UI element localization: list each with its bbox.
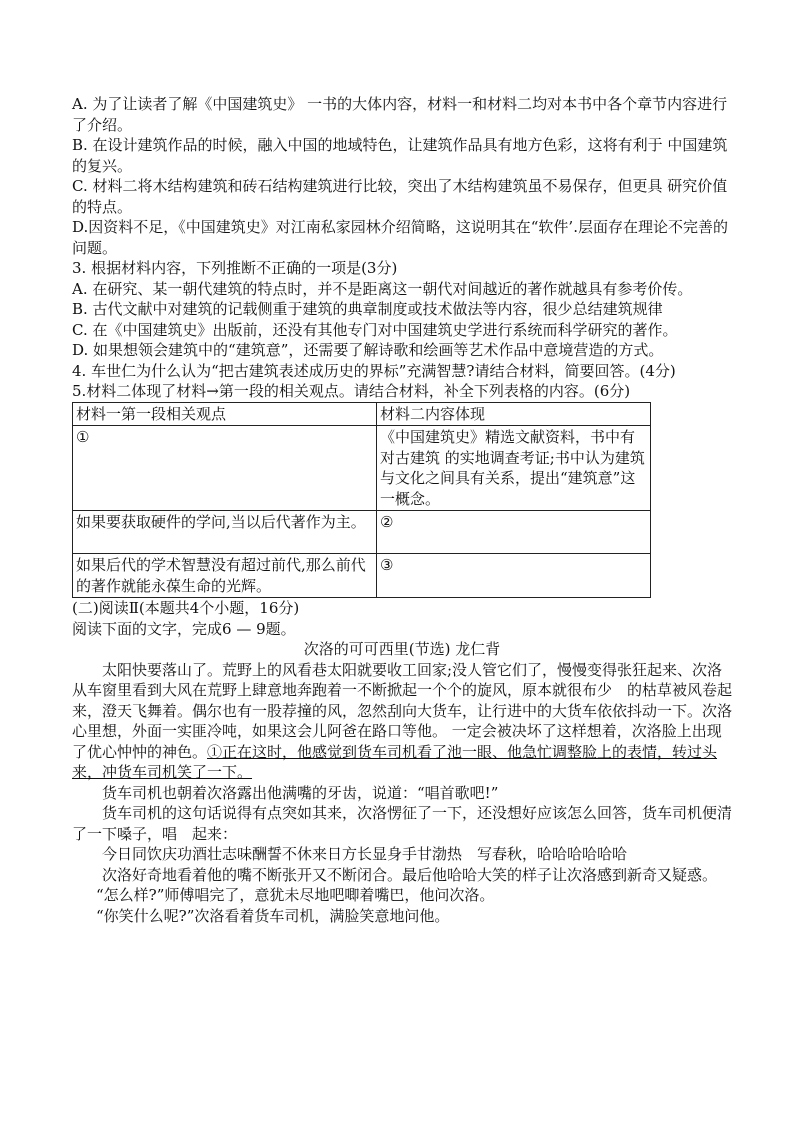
table-cell: 如果要获取硬件的学问,当以后代著作为主。	[73, 511, 377, 554]
underlined-sentence: ①正在这时，他感觉到货车司机看了池一眼、他急忙调整脸上的表情，转过头来，冲货车司机笑了一下。	[72, 742, 718, 781]
q2-option-c: C. 材料二将木结构建筑和砖石结构建筑进行比较，突出了木结构建筑虽不易保存，但更具 研究价值的特点。	[72, 177, 728, 216]
q2-option-b: B. 在设计建筑作品的时候，融入中国的地域特色，让建筑作品具有地方色彩，这将有利于 中国建筑的复兴。	[72, 136, 728, 175]
story-paragraph	[72, 660, 732, 783]
exam-page	[72, 94, 732, 926]
q3-option-c: C. 在《中国建筑史》出版前，还没有其他专门对中国建筑史学进行系统而科学研究的著作。	[72, 320, 678, 339]
table-row	[73, 511, 651, 554]
story-paragraph: 货车司机也朝着次洛露出他满嘴的牙齿，说道：“唱首歌吧!”	[102, 783, 499, 802]
table-cell: ③	[377, 554, 651, 598]
table-cell: ①	[73, 426, 377, 511]
table-row	[73, 426, 651, 511]
q3-stem: 3. 根据材料内容，下列推断不正确的一项是(3分)	[72, 259, 398, 277]
table-row	[73, 554, 651, 598]
story-dialogue: “怎么样?”师傅唱完了，意犹未尽地吧唧着嘴巴，他问次洛。	[96, 886, 495, 904]
q3-option-b: B. 古代文献中对建筑的记载侧重于建筑的典章制度或技术做法等内容，很少总结建筑规律	[72, 300, 663, 318]
section-instruction: 阅读下面的文字，完成6 — 9题。	[72, 619, 296, 638]
table-header-cell: 材料二内容体现	[377, 402, 651, 426]
story-text: 太阳快要落山了。荒野上的风看巷太阳就要收工回家;没人管它们了，慢慢变得张狂起来、次洛从车窗里看到大风在荒野上肆意地奔跑着一不断掀起一个个的旋风，原本就很布少 的枯草被风卷起来，澄天飞舞着。偶尔也有一股荐撞的风，忽然刮向大货车，让行进中的大货车依依抖动一下。次洛心里想，外面一实匪冷吨，如果这会儿阿爸在路口等他。 一定会被决坏了这样想着，次洛脸上出现了优心忡忡的神色。	[72, 660, 733, 761]
q3-option-d: D. 如果想领会建筑中的“建筑意”，还需要了解诗歌和绘画等艺术作品中意境营造的方式。	[72, 341, 664, 359]
table-cell: ②	[377, 511, 651, 554]
table-header-cell: 材料一第一段相关观点	[73, 402, 377, 426]
table-cell: 如果后代的学术智慧没有超过前代,那么前代的著作就能永葆生命的光辉。	[73, 554, 377, 598]
table-cell: 《中国建筑史》精选文献资料，书中有对古建筑 的实地调查考证;书中认为建筑与文化之间具有关系，提出“建筑意”这一概念。	[377, 426, 651, 511]
story-dialogue: “你笑什么呢?”次洛看着货车司机，满脸笑意地问他。	[96, 906, 450, 925]
q3-option-a: A. 在研究、某一朝代建筑的特点时，并不是距离这一朝代对间越近的著作就越具有参考价传。	[72, 279, 693, 298]
story-paragraph: 次洛好奇地看着他的嘴不断张开又不断闭合。最后他哈哈大笑的样子让次洛感到新奇又疑惑。	[102, 865, 718, 884]
q2-option-d: D.因资料不足，《中国建筑史》对江南私家园林介绍简略，这说明其在“软件’.层面存在理论不完善的问题。	[72, 218, 728, 257]
section-heading: (二)阅读Ⅱ(本题共4个小题，16分)	[72, 599, 300, 617]
q2-option-a: A. 为了让读者了解《中国建筑史》 一书的大体内容，材料一和材料二均对本书中各个章节内容进行了介绍。	[72, 95, 728, 134]
q5-table	[72, 402, 651, 599]
q4-stem: 4. 车世仁为什么认为“把古建筑表述成历史的界标”充满智慧?请结合材料，简要回答。(4分)	[72, 361, 676, 380]
table-header-row	[73, 402, 651, 426]
story-paragraph: 货车司机的这句话说得有点突如其来，次洛愣征了一下，还没想好应该怎么回答，货车司机便清了一下嗓子，唱 起来：	[72, 804, 733, 843]
story-lyrics: 今日同饮庆功酒壮志味酬誓不休来日方长显身手甘渤热 写春秋，哈哈哈哈哈哈	[102, 845, 628, 863]
q5-stem: 5.材料二体现了材料→第一段的相关观点。请结合材料，补全下列表格的内容。(6分)	[72, 382, 631, 400]
story-title: 次洛的可可西里(节选) 龙仁背	[303, 640, 501, 658]
